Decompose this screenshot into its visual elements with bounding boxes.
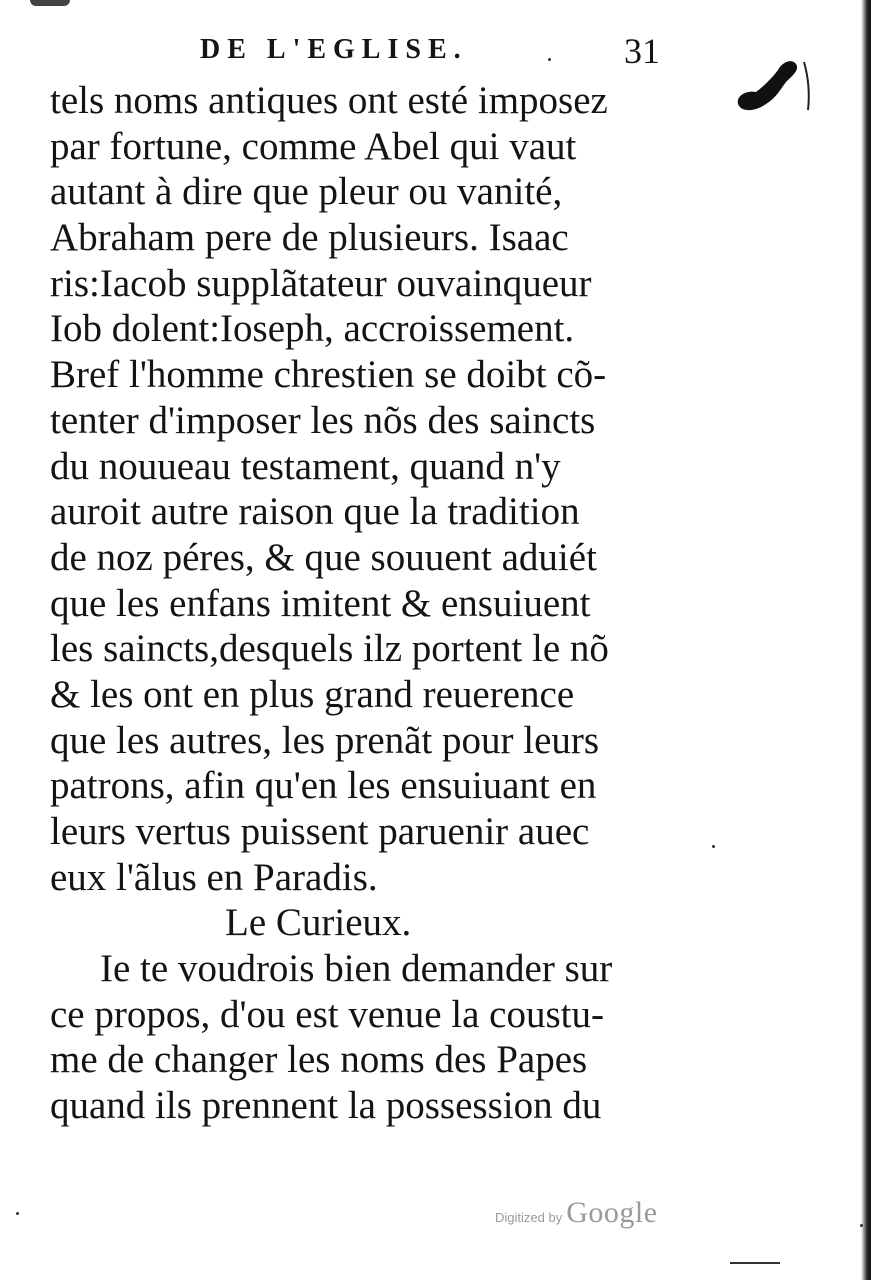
body-text — [50, 78, 700, 1129]
text-line: ce propos, d'ou est venue la coustu- — [50, 992, 604, 1036]
ink-speck — [548, 58, 551, 61]
text-line: auroit autre raison que la tradition — [50, 490, 580, 534]
text-line: les saincts,desquels ilz portent le nõ — [50, 627, 609, 671]
text-line: Abraham pere de plusieurs. Isaac — [50, 216, 569, 260]
text-line: que les enfans imitent & ensuiuent — [50, 581, 591, 625]
page-edge-shadow — [861, 0, 871, 1280]
ink-speck — [860, 1224, 863, 1227]
watermark-brand: Google — [566, 1196, 658, 1229]
running-head: DE L'EGLISE. — [200, 34, 468, 65]
page-header — [200, 28, 700, 72]
section-heading: Le Curieux. — [225, 901, 412, 945]
page-number: 31 — [624, 31, 660, 71]
text-line: de noz péres, & que souuent aduiét — [50, 535, 597, 579]
text-line: tenter d'imposer les nõs des saincts — [50, 398, 596, 442]
text-line: me de changer les noms des Papes — [50, 1038, 588, 1082]
text-line: Bref l'homme chrestien se doibt cõ- — [50, 353, 607, 397]
text-line: par fortune, comme Abel qui vaut — [50, 124, 577, 168]
text-line: ris:Iacob supplãtateur ouvainqueur — [50, 261, 592, 305]
text-line: & les ont en plus grand reuerence — [50, 672, 575, 716]
text-line: quand ils prennent la possession du — [50, 1084, 602, 1128]
top-ink-mark — [30, 0, 70, 6]
text-line: patrons, afin qu'en les ensuiuant en — [50, 764, 597, 808]
digitization-watermark — [495, 1196, 658, 1236]
ink-speck — [712, 845, 715, 848]
text-line: que les autres, les prenãt pour leurs — [50, 718, 600, 762]
text-line: Ie te voudrois bien demander sur — [100, 947, 613, 991]
ink-speck — [16, 1212, 19, 1215]
text-line: leurs vertus puissent paruenir auec — [50, 810, 590, 853]
text-line: tels noms antiques ont esté imposez — [50, 79, 608, 122]
text-line: du nouueau testament, quand n'y — [50, 444, 561, 488]
bottom-rule — [730, 1262, 780, 1264]
text-line: autant à dire que pleur ou vanité, — [50, 170, 563, 214]
ink-blot-icon — [732, 52, 812, 122]
watermark-prefix: Digitized by — [495, 1210, 563, 1225]
text-line: eux l'ãlus en Paradis. — [50, 855, 378, 899]
text-line: Iob dolent:Ioseph, accroissement. — [50, 307, 575, 351]
